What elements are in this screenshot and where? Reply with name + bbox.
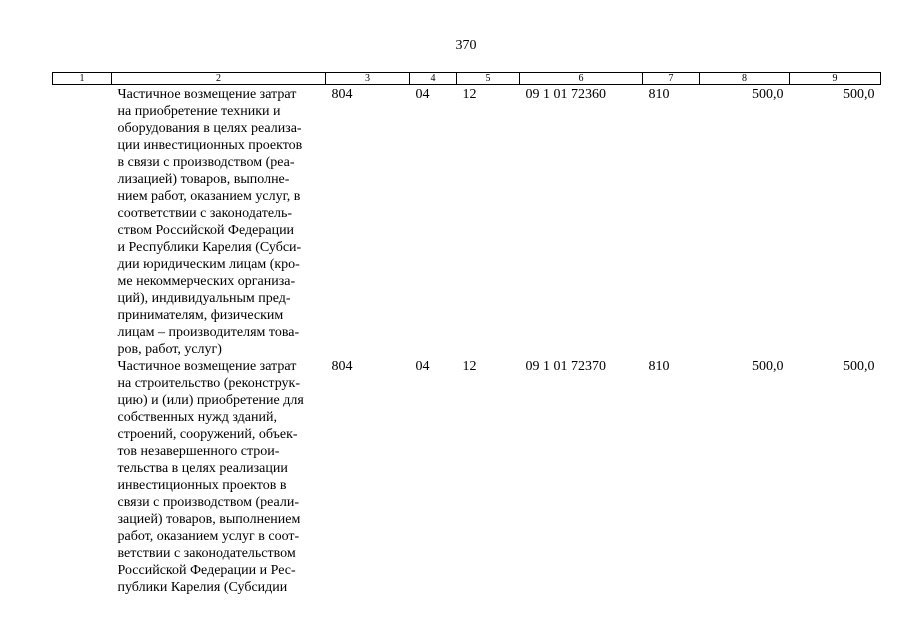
row-name: Частичное возмещение затрат на приобретение техники и оборудования в целях реализа- ции инвестиционных проектов в связи с производством (реа- лизацией) товаров, выполне- нием работ, оказанием услуг, в соответствии с законодатель- ством Российской Федерации и Республики Карелия (Субси- дии юридическим лицам (кро- ме некоммерческих организа- ций), индивидуальным пред- принимателям, физическим лицам – производителям това- ров, работ, услуг): [117, 87, 303, 357]
row-section-code: 04: [415, 87, 430, 102]
column-header-1: 1: [53, 73, 112, 85]
row-target-article: 09 1 01 72360: [525, 87, 606, 102]
row-target-article: 09 1 01 72370: [525, 359, 606, 374]
table-row: [53, 358, 881, 596]
row-ministry-code: 804: [331, 87, 353, 102]
budget-table: [52, 72, 881, 596]
table-row: [53, 85, 881, 359]
row-index-cell: [53, 85, 112, 359]
column-header-5: 5: [457, 73, 520, 85]
column-header-9: 9: [790, 73, 881, 85]
page-number: 370: [455, 38, 477, 53]
column-header-3: 3: [326, 73, 410, 85]
row-index-cell: [53, 358, 112, 596]
row-subsection-code: 12: [462, 359, 477, 374]
column-header-2: 2: [112, 73, 326, 85]
column-header-6: 6: [520, 73, 643, 85]
row-amount-2: 500,0: [843, 359, 875, 374]
row-subsection-code: 12: [462, 87, 477, 102]
column-number-row: [53, 73, 881, 85]
row-section-code: 04: [415, 359, 430, 374]
column-header-8: 8: [700, 73, 790, 85]
row-amount-1: 500,0: [752, 87, 784, 102]
row-amount-2: 500,0: [843, 87, 875, 102]
column-header-4: 4: [410, 73, 457, 85]
row-expense-type: 810: [648, 87, 670, 102]
row-expense-type: 810: [648, 359, 670, 374]
row-ministry-code: 804: [331, 359, 353, 374]
row-amount-1: 500,0: [752, 359, 784, 374]
row-name: Частичное возмещение затрат на строительство (реконструк- цию) и (или) приобретение для собственных нужд зданий, строений, сооружений, объек- тов незавершенного строи- тельства в целях реализации инвестиционных проектов в связи с производством (реали- зацией) товаров, выполнением работ, оказанием услуг в соот- ветствии с законодательством Российской Федерации и Рес- публики Карелия (Субсидии: [117, 359, 304, 595]
column-header-7: 7: [643, 73, 700, 85]
